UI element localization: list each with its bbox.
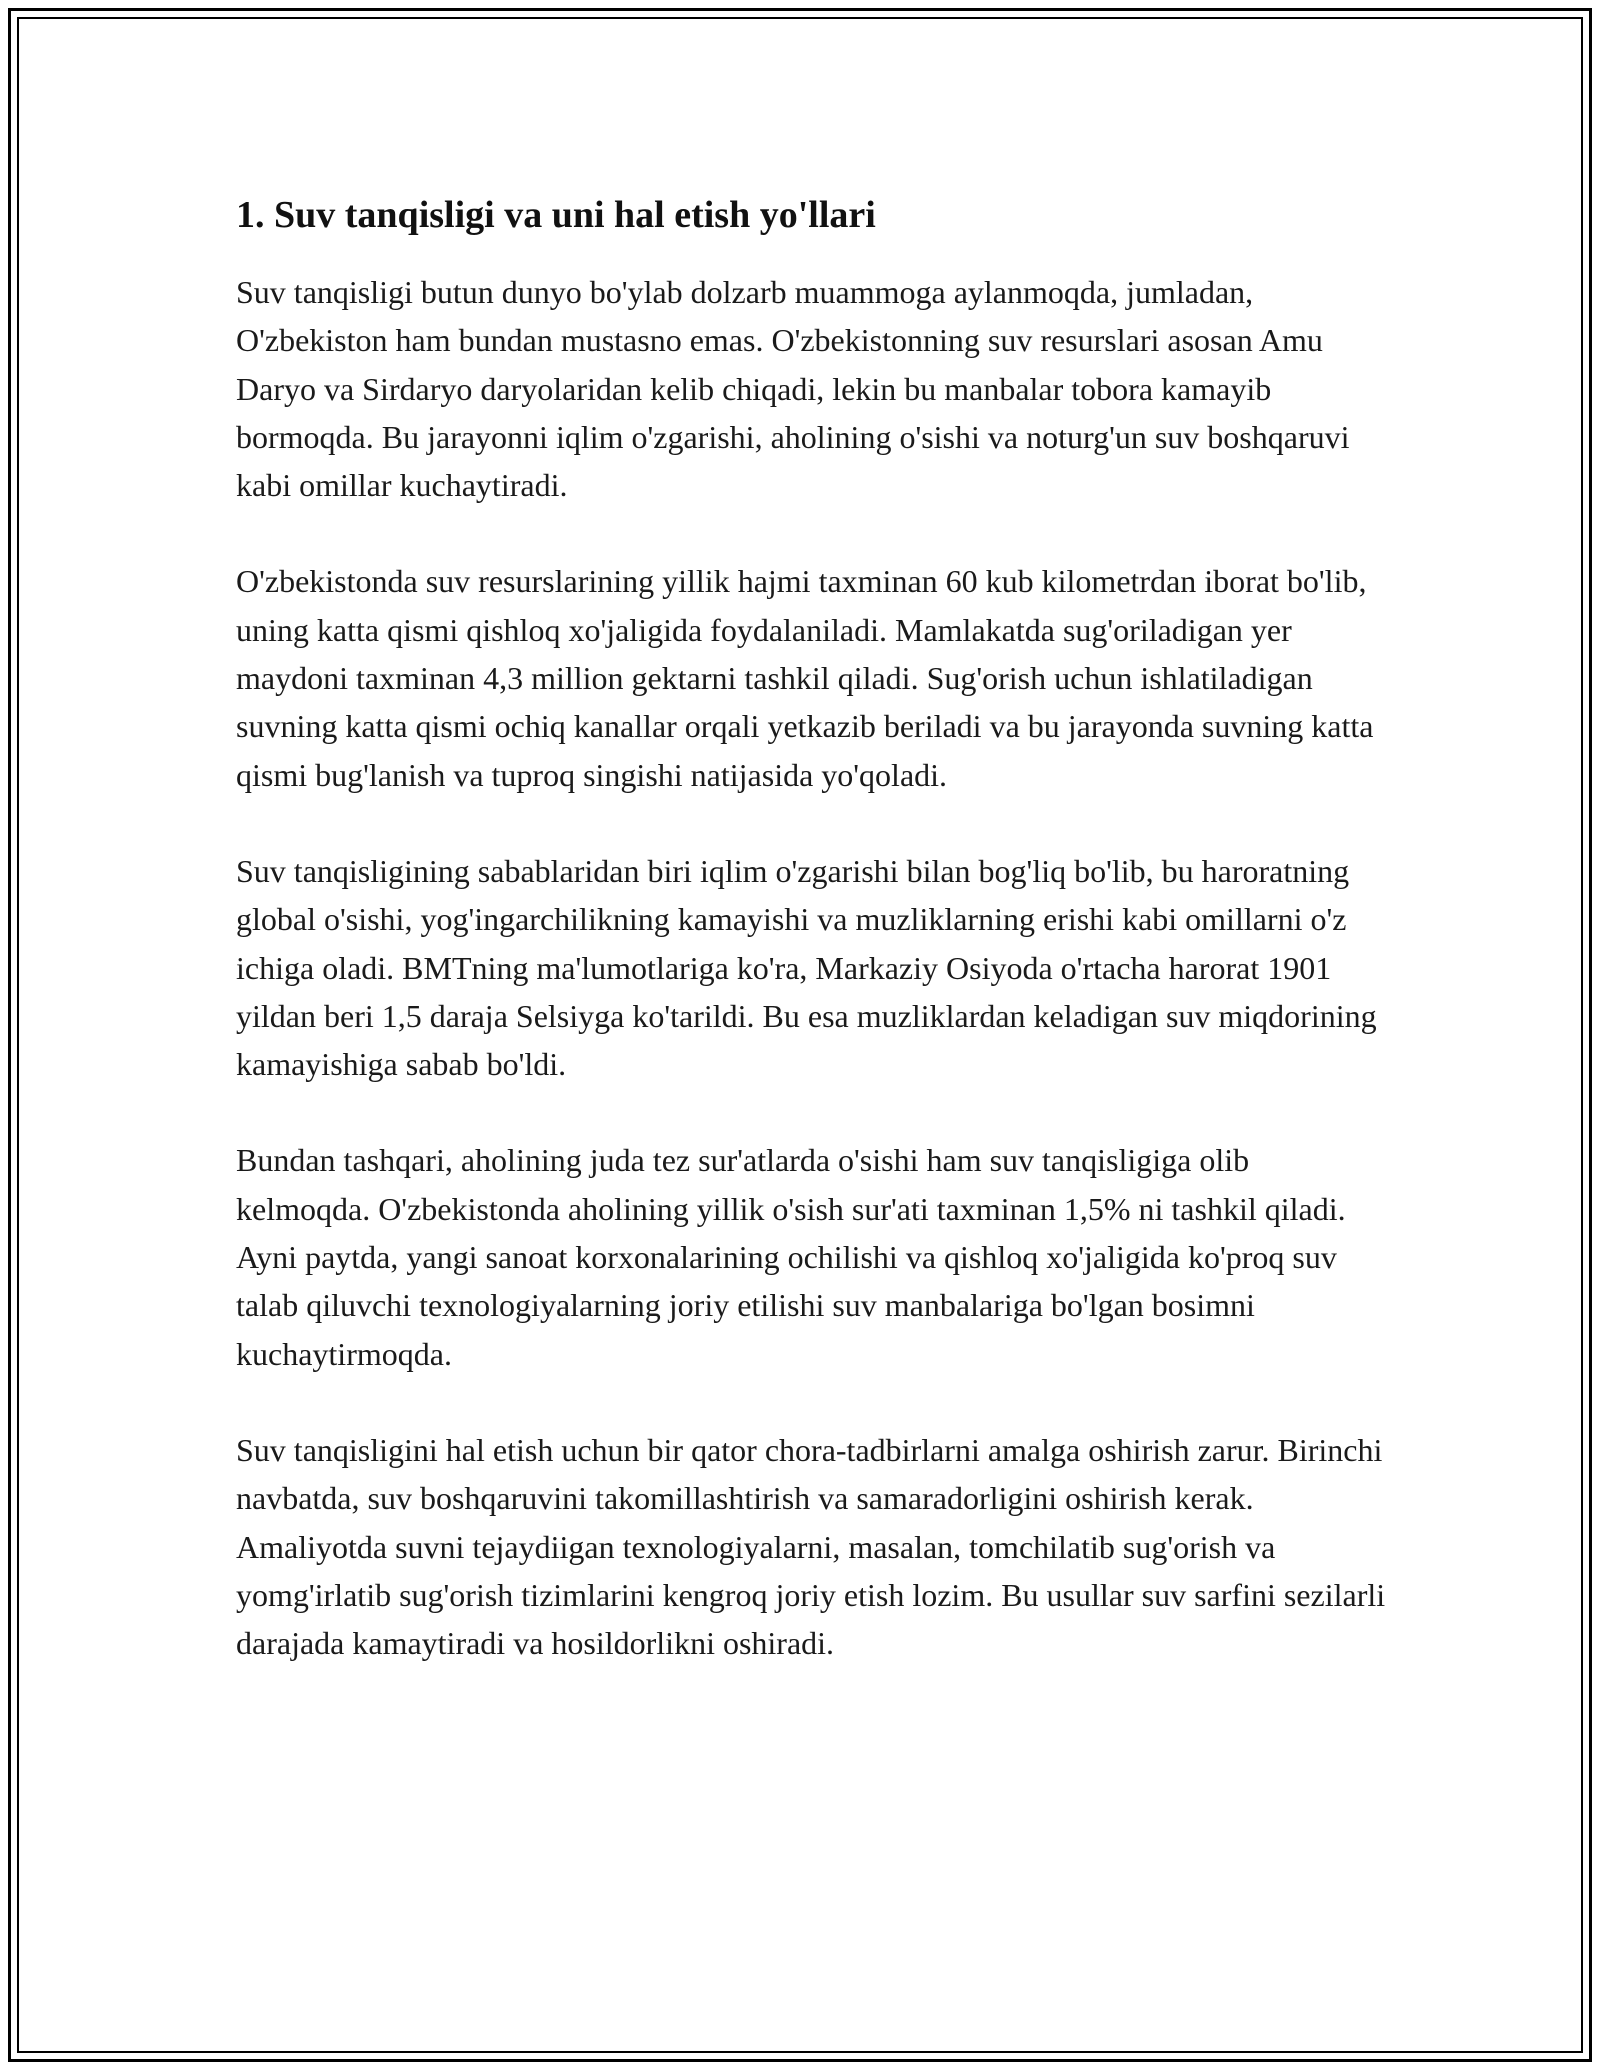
document-title: 1. Suv tanqisligi va uni hal etish yo'llari (236, 194, 876, 236)
paragraph-intro: Suv tanqisligi butun dunyo bo'ylab dolzarb muammoga aylanmoqda, jumladan, O'zbekiston ham bundan mustasno emas. O'zbekistonning suv resurslari asosan Amu Daryo va Sirdaryo daryolaridan kelib chiqadi, lekin bu manbalar tobora kamayib bormoqda. Bu jarayonni iqlim o'zgarishi, aholining o'sishi va noturg'un suv boshqaruvi kabi omillar kuchaytiradi. (236, 274, 1350, 504)
paragraph-population-growth: Bundan tashqari, aholining juda tez sur'atlarda o'sishi ham suv tanqisligiga olib kelmoqda. O'zbekistonda aholining yillik o'sish sur'ati taxminan 1,5% ni tashkil qiladi. Ayni paytda, yangi sanoat korxonalarining ochilishi va qishloq xo'jaligida ko'proq suv talab qiluvchi texnologiyalarning joriy etilishi suv manbalariga bo'lgan bosimni kuchaytirmoqda. (236, 1142, 1346, 1372)
paragraph-climate-change: Suv tanqisligining sabablaridan biri iqlim o'zgarishi bilan bog'liq bo'lib, bu haroratning global o'sishi, yog'ingarchilikning kamayishi va muzliklarning erishi kabi omillarni o'z ichiga oladi. BMTning ma'lumotlariga ko'ra, Markaziy Osiyoda o'rtacha harorat 1901 yildan beri 1,5 daraja Selsiyga ko'tarildi. Bu esa muzliklardan keladigan suv miqdorining kamayishiga sabab bo'ldi. (236, 852, 1377, 1083)
paragraph-solutions: Suv tanqisligini hal etish uchun bir qator chora-tadbirlarni amalga oshirish zarur. Birinchi navbatda, suv boshqaruvini takomillashtirish va samaradorligini oshirish kerak. Amaliyotda suvni tejaydiigan texnologiyalarni, masalan, tomchilatib sug'orish va yomg'irlatib sug'orish tizimlarini kengroq joriy etish lozim. Bu usullar suv sarfini sezilarli darajada kamaytiradi va hosildorlikni oshiradi. (236, 1431, 1386, 1662)
document-body (236, 188, 1386, 1667)
paragraph-water-resources: O'zbekistonda suv resurslarining yillik hajmi taxminan 60 kub kilometrdan iborat bo'lib, uning katta qismi qishloq xo'jaligida foydalaniladi. Mamlakatda sug'oriladigan yer maydoni taxminan 4,3 million gektarni tashkil qiladi. Sug'orish uchun ishlatiladigan suvning katta qismi ochiq kanallar orqali yetkazib beriladi va bu jarayonda suvning katta qismi bug'lanish va tuproq singishi natijasida yo'qoladi. (236, 563, 1374, 793)
